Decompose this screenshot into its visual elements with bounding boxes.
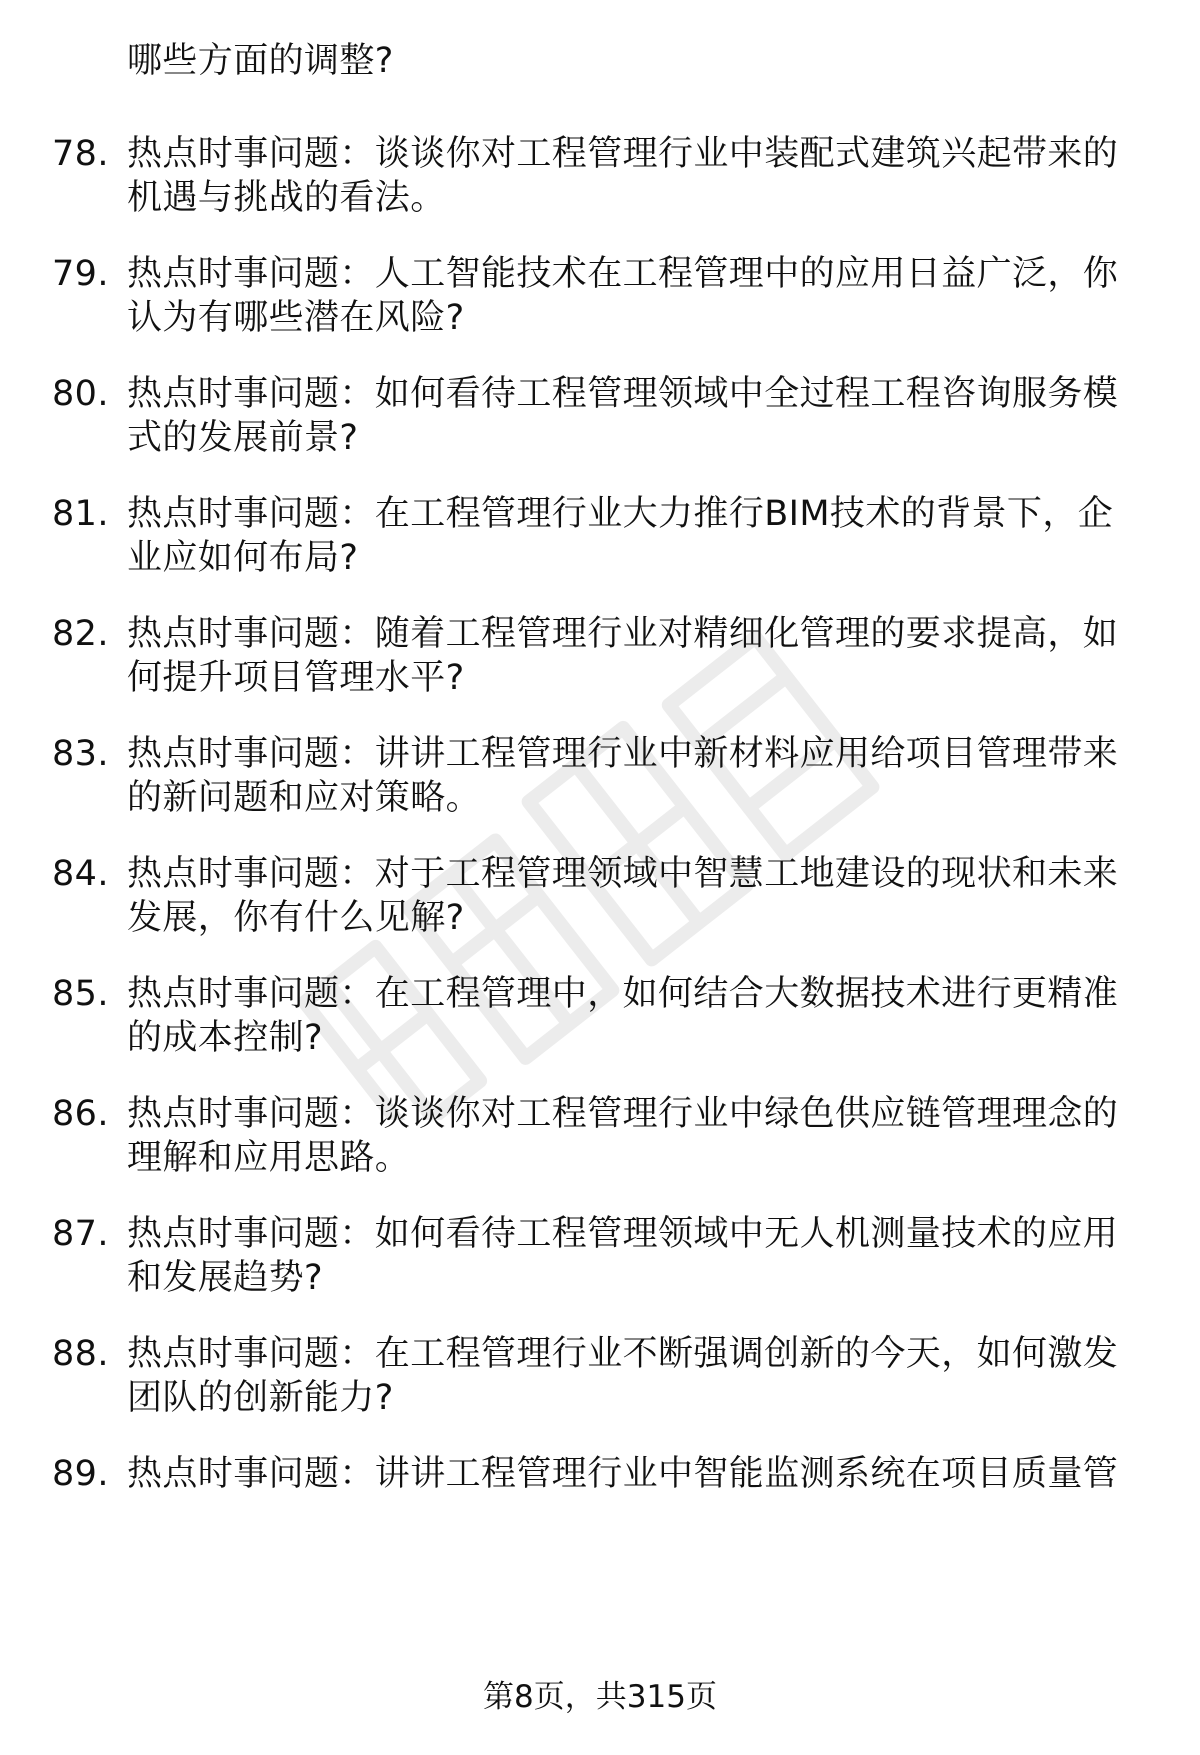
question-text: 业应如何布局?	[127, 538, 359, 578]
question-text: 热点时事问题：在工程管理行业大力推行BIM技术的背景下，企	[127, 494, 1114, 534]
question-text: 热点时事问题：谈谈你对工程管理行业中绿色供应链管理理念的	[127, 1094, 1119, 1134]
question-text: 发展，你有什么见解?	[127, 898, 465, 938]
question-number: 83.	[52, 734, 109, 774]
question-continuation	[0, 295, 1200, 341]
page-footer: 第8页，共315页	[483, 1679, 717, 1715]
question-text: 哪些方面的调整?	[127, 41, 394, 81]
question-continuation	[0, 1375, 1200, 1421]
question-number: 82.	[52, 614, 109, 654]
question-number: 85.	[52, 974, 109, 1014]
question-number: 84.	[52, 854, 109, 894]
question-item	[0, 851, 1200, 897]
question-continuation	[0, 38, 1200, 84]
question-text: 热点时事问题：讲讲工程管理行业中新材料应用给项目管理带来	[127, 734, 1119, 774]
question-text: 热点时事问题：如何看待工程管理领域中全过程工程咨询服务模	[127, 374, 1119, 414]
question-number: 78.	[52, 134, 109, 174]
question-text: 认为有哪些潜在风险?	[127, 298, 465, 338]
question-continuation	[0, 1015, 1200, 1061]
question-number: 86.	[52, 1094, 109, 1134]
question-text: 机遇与挑战的看法。	[127, 178, 446, 218]
question-text: 热点时事问题：对于工程管理领域中智慧工地建设的现状和未来	[127, 854, 1119, 894]
question-item	[0, 1331, 1200, 1377]
question-text: 何提升项目管理水平?	[127, 658, 465, 698]
question-item	[0, 491, 1200, 537]
question-number: 87.	[52, 1214, 109, 1254]
question-continuation	[0, 895, 1200, 941]
question-item	[0, 971, 1200, 1017]
question-item	[0, 611, 1200, 657]
question-item	[0, 1091, 1200, 1137]
question-text: 热点时事问题：在工程管理行业不断强调创新的今天，如何激发	[127, 1334, 1119, 1374]
question-continuation	[0, 655, 1200, 701]
question-text: 理解和应用思路。	[127, 1138, 411, 1178]
question-item	[0, 1451, 1200, 1497]
question-number: 81.	[52, 494, 109, 534]
question-continuation	[0, 535, 1200, 581]
question-continuation	[0, 1255, 1200, 1301]
question-text: 和发展趋势?	[127, 1258, 323, 1298]
question-continuation	[0, 415, 1200, 461]
question-text: 热点时事问题：在工程管理中，如何结合大数据技术进行更精准	[127, 974, 1119, 1014]
question-text: 热点时事问题：随着工程管理行业对精细化管理的要求提高，如	[127, 614, 1119, 654]
question-text: 的成本控制?	[127, 1018, 323, 1058]
question-continuation	[0, 175, 1200, 221]
question-text: 热点时事问题：谈谈你对工程管理行业中装配式建筑兴起带来的	[127, 134, 1119, 174]
question-text: 热点时事问题：如何看待工程管理领域中无人机测量技术的应用	[127, 1214, 1119, 1254]
question-item	[0, 131, 1200, 177]
question-text: 热点时事问题：人工智能技术在工程管理中的应用日益广泛，你	[127, 254, 1119, 294]
question-text: 式的发展前景?	[127, 418, 359, 458]
question-item	[0, 1211, 1200, 1257]
question-item	[0, 251, 1200, 297]
question-item	[0, 371, 1200, 417]
question-number: 89.	[52, 1454, 109, 1494]
question-number: 80.	[52, 374, 109, 414]
question-text: 的新问题和应对策略。	[127, 778, 482, 818]
question-number: 79.	[52, 254, 109, 294]
question-text: 热点时事问题：讲讲工程管理行业中智能监测系统在项目质量管	[127, 1454, 1119, 1494]
question-item	[0, 731, 1200, 777]
question-text: 团队的创新能力?	[127, 1378, 394, 1418]
question-continuation	[0, 775, 1200, 821]
question-continuation	[0, 1135, 1200, 1181]
question-number: 88.	[52, 1334, 109, 1374]
